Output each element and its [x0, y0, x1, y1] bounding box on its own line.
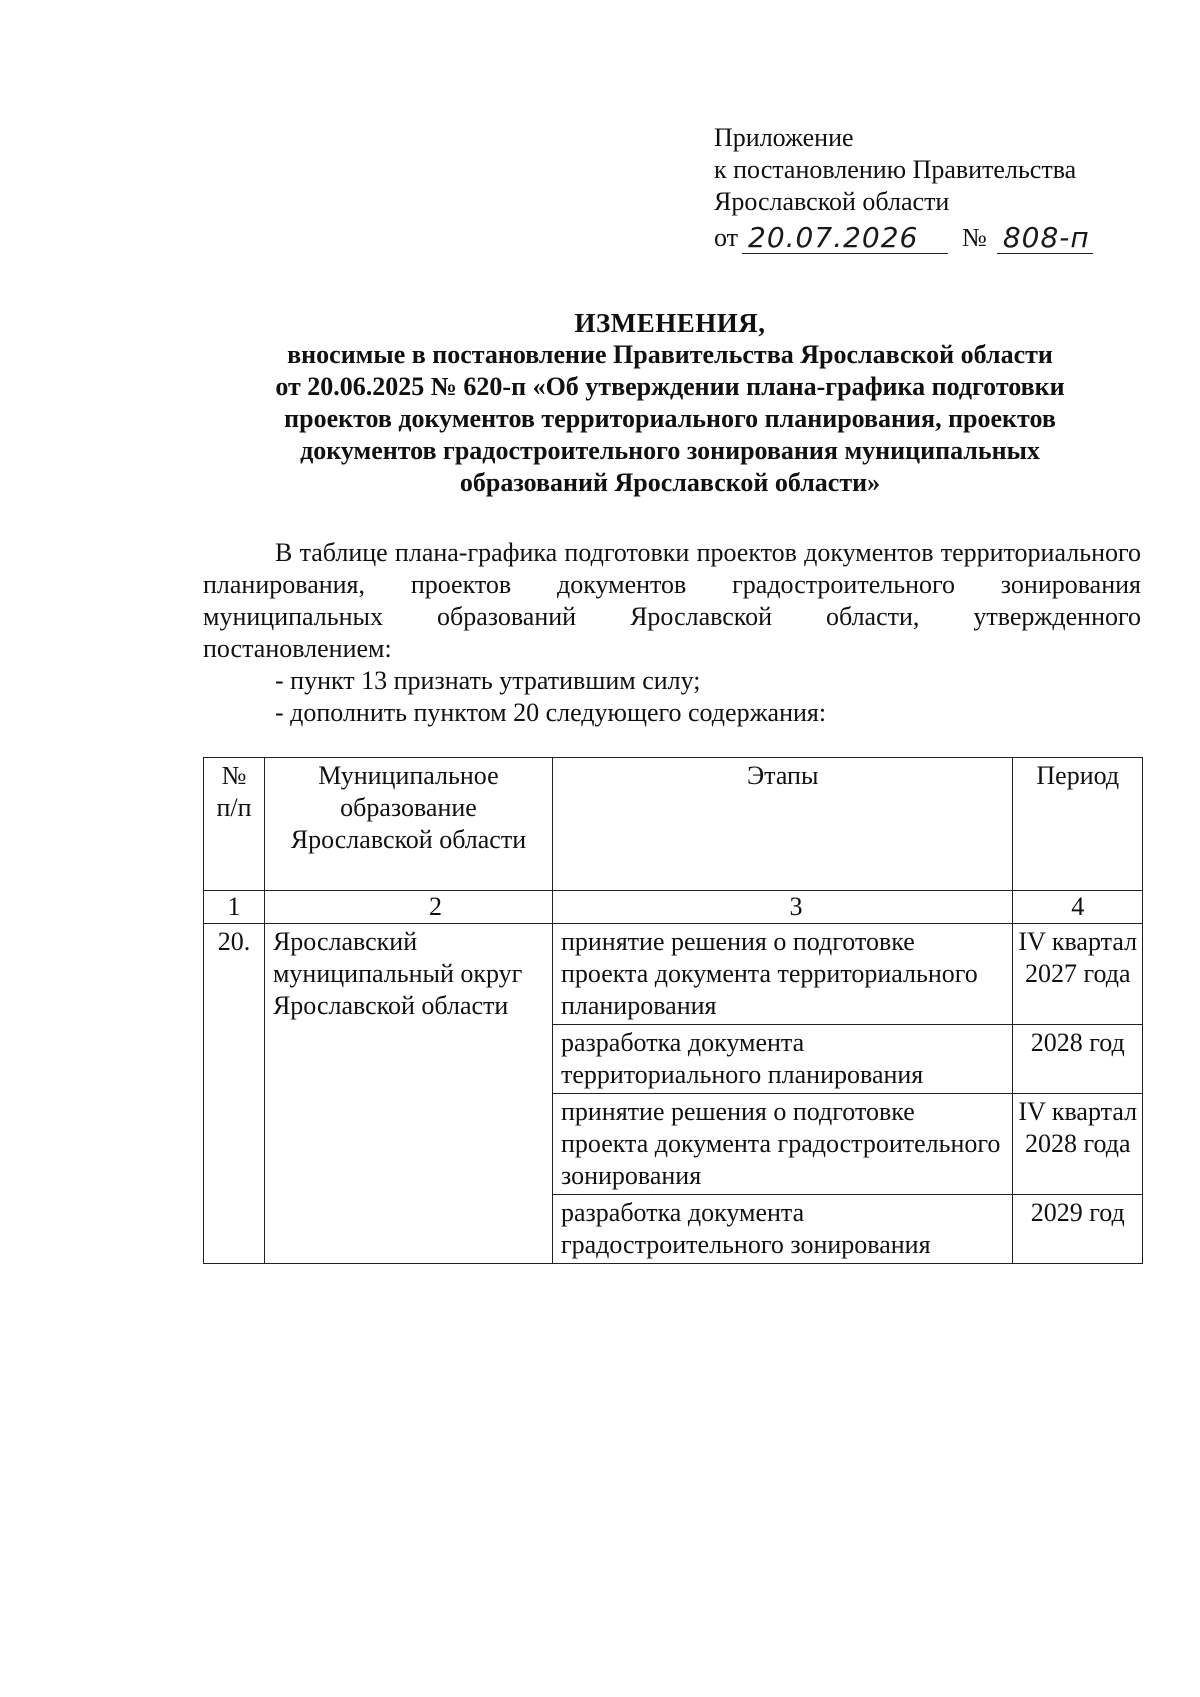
column-number-1: 1: [204, 891, 265, 924]
body-text: [203, 537, 1141, 729]
from-label: от: [714, 223, 739, 252]
header-cell-period: Период: [1013, 758, 1143, 891]
heading-line-5: образований Ярославской области»: [459, 468, 881, 497]
heading-line-1: вносимые в постановление Правительства Ярославской области: [287, 340, 1053, 369]
stage-cell: принятие решения о подготовке проекта документа территориального планирования: [552, 924, 1013, 1025]
header-cell-stages: Этапы: [552, 758, 1013, 891]
plan-schedule-table: [203, 757, 1143, 1264]
column-number-4: 4: [1013, 891, 1143, 924]
handwritten-date: 20.07.2026: [742, 223, 948, 254]
period-cell: IV квартал 2028 года: [1013, 1094, 1143, 1195]
appendix-date-number-line: [714, 218, 1134, 254]
heading-title: ИЗМЕНЕНИЯ,: [574, 308, 766, 338]
stage-cell: разработка документа градостроительного зонирования: [552, 1195, 1013, 1264]
period-cell: IV квартал 2027 года: [1013, 924, 1143, 1025]
appendix-line-1: Приложение: [714, 123, 854, 152]
body-item-2: - дополнить пунктом 20 следующего содержания:: [275, 698, 827, 727]
column-number-2: 2: [264, 891, 552, 924]
header-cell-municipality: Муниципальное образование Ярославской области: [264, 758, 552, 891]
stage-cell: принятие решения о подготовке проекта документа градостроительного зонирования: [552, 1094, 1013, 1195]
period-cell: 2028 год: [1013, 1025, 1143, 1094]
body-item-1: - пункт 13 признать утратившим силу;: [275, 666, 701, 695]
body-paragraph: В таблице плана-графика подготовки проектов документов территориального планирования, проектов документов градостроительного зонирования муниципальных образований Ярославской области, утвержденного постановлением:: [203, 538, 1141, 663]
appendix-line-3: Ярославской области: [714, 187, 950, 216]
period-cell: 2029 год: [1013, 1195, 1143, 1264]
heading-line-4: документов градостроительного зонирования муниципальных: [300, 436, 1040, 465]
header-cell-number: № п/п: [204, 758, 265, 891]
number-sign: №: [962, 223, 987, 252]
table-row: [204, 924, 1143, 1025]
heading-line-3: проектов документов территориального планирования, проектов: [284, 404, 1056, 433]
document-heading: [200, 307, 1140, 499]
column-number-3: 3: [552, 891, 1013, 924]
stage-cell: разработка документа территориального планирования: [552, 1025, 1013, 1094]
handwritten-number: 808-п: [997, 223, 1093, 254]
table-column-numbers-row: [204, 891, 1143, 924]
appendix-line-2: к постановлению Правительства: [714, 155, 1077, 184]
row-number-cell: 20.: [204, 924, 265, 1264]
row-municipality-cell: Ярославский муниципальный округ Ярославской области: [264, 924, 552, 1264]
table-header-row: [204, 758, 1143, 891]
heading-line-2: от 20.06.2025 № 620-п «Об утверждении плана-графика подготовки: [275, 372, 1065, 401]
appendix-block: [714, 122, 1134, 254]
